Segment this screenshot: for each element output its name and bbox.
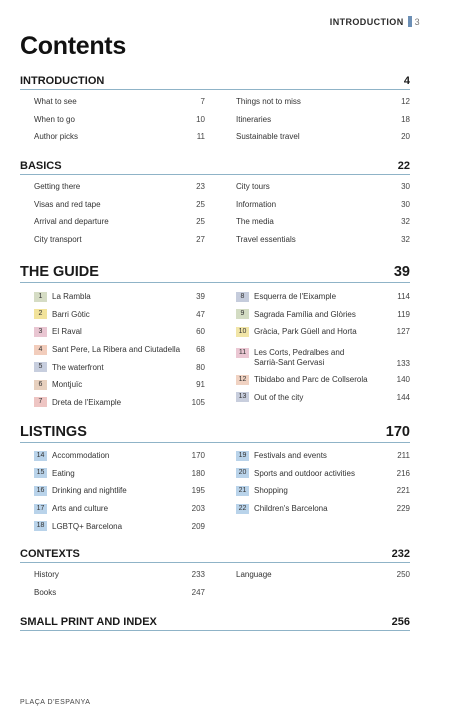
toc-entry[interactable]: [236, 371, 410, 389]
section-header[interactable]: [20, 157, 410, 175]
toc-entry-label: Language: [236, 570, 272, 580]
toc-entry-page: 216: [396, 468, 410, 478]
toc-entry-page: 203: [191, 504, 205, 514]
toc-entry[interactable]: [20, 288, 205, 306]
toc-entry-title: [236, 348, 344, 368]
toc-entry[interactable]: [20, 213, 205, 231]
toc-entry[interactable]: [236, 306, 410, 324]
toc-entry[interactable]: [20, 358, 205, 376]
toc-entry-label: Children's Barcelona: [254, 504, 328, 514]
toc-entry[interactable]: [236, 231, 410, 249]
chapter-number-badge: 14: [34, 451, 47, 461]
toc-entry[interactable]: [20, 447, 205, 465]
chapter-number-badge: 18: [34, 521, 47, 531]
toc-entry-title: [236, 132, 300, 141]
toc-entry-page: 80: [196, 362, 205, 372]
toc-entry-title: [236, 309, 356, 319]
section-title: INTRODUCTION: [20, 75, 105, 87]
toc-entry-label: Out of the city: [254, 392, 304, 402]
page-title: Contents: [20, 32, 126, 60]
section-page: 170: [385, 424, 410, 440]
toc-entry-page: 91: [196, 380, 205, 390]
chapter-number-badge: 19: [236, 451, 249, 461]
toc-entry-title: [34, 217, 109, 226]
section-page: 39: [393, 264, 410, 280]
toc-entry[interactable]: [20, 231, 205, 249]
toc-entry-title: [34, 504, 108, 514]
toc-entry[interactable]: [20, 306, 205, 324]
toc-entry-title: [34, 292, 91, 302]
toc-entry-page: 11: [196, 132, 205, 142]
toc-entry-label: The media: [236, 217, 274, 227]
toc-entry-title: [34, 115, 75, 124]
toc-entry-page: 20: [401, 132, 410, 142]
toc-entry-page: 180: [191, 468, 205, 478]
toc-entry-label: Eating: [52, 468, 75, 478]
toc-entry-title: [236, 327, 357, 337]
toc-entry-title: [34, 486, 127, 496]
toc-entry-title: [236, 504, 328, 514]
section-page: 232: [391, 548, 410, 560]
chapter-number-badge: 20: [236, 468, 249, 478]
chapter-number-badge: 4: [34, 345, 47, 355]
chapter-number-badge: 5: [34, 362, 47, 372]
toc-entry-label: When to go: [34, 114, 75, 124]
toc-entry-label: Festivals and events: [254, 451, 327, 461]
toc-entry-label: Esquerra de l'Eixample: [254, 292, 337, 302]
toc-entry-title: [236, 217, 274, 226]
toc-entry-label: Itineraries: [236, 114, 272, 124]
section-header[interactable]: [20, 72, 410, 90]
toc-entry[interactable]: [20, 500, 205, 518]
toc-entry-page: 127: [396, 327, 410, 337]
toc-entry-page: 10: [196, 114, 205, 124]
section-header[interactable]: [20, 261, 410, 283]
toc-entry-title: [236, 97, 301, 106]
toc-entry-label: Sant Pere, La Ribera and Ciutadella: [52, 345, 181, 355]
toc-entry-title: [34, 97, 77, 106]
toc-entry-page: 114: [397, 292, 410, 302]
toc-entry-title: [34, 235, 82, 244]
toc-entry-label: Drinking and nightlife: [52, 486, 127, 496]
toc-entry-title: [236, 451, 327, 461]
toc-entry-title: [34, 397, 121, 407]
toc-entry-page: 68: [196, 345, 205, 355]
toc-entry[interactable]: [236, 128, 410, 146]
toc-entry-page: 30: [401, 182, 410, 192]
section-title: CONTEXTS: [20, 548, 80, 560]
toc-entry-page: 133: [396, 358, 410, 368]
toc-entry-label: Information: [236, 199, 277, 209]
toc-entry-page: 47: [196, 309, 205, 319]
toc-entry[interactable]: [20, 376, 205, 394]
toc-entry-title: [34, 521, 122, 531]
running-head-page: 3: [414, 16, 420, 27]
toc-entry-label: El Raval: [52, 327, 82, 337]
toc-entry-label: LGBTQ+ Barcelona: [52, 521, 123, 531]
toc-entry[interactable]: [20, 584, 205, 602]
toc-entry-title: [34, 345, 180, 355]
toc-entry-title: [34, 380, 82, 390]
toc-entry[interactable]: [20, 178, 205, 196]
toc-entry-title: [34, 309, 90, 319]
chapter-number-badge: 12: [236, 375, 249, 385]
toc-entry[interactable]: [236, 111, 410, 129]
toc-entry-page: 32: [401, 217, 410, 227]
toc-entry[interactable]: [20, 93, 205, 111]
section-basics: [20, 157, 410, 248]
chapter-number-badge: 7: [34, 397, 47, 407]
toc-entry-page: 209: [191, 521, 205, 531]
toc-entry-title: [236, 182, 270, 191]
toc-entry[interactable]: [236, 93, 410, 111]
toc-entry[interactable]: [236, 566, 410, 584]
photo-caption: PLAÇA D'ESPANYA: [20, 699, 91, 706]
toc-entry-page: 23: [196, 182, 205, 192]
toc-entry-title: [236, 570, 272, 579]
section-title: BASICS: [20, 160, 62, 172]
toc-entry-page: 211: [397, 451, 410, 461]
toc-entry-label: Arts and culture: [52, 504, 109, 514]
chapter-number-badge: 22: [236, 504, 249, 514]
toc-entry[interactable]: [236, 388, 410, 406]
chapter-number-badge: 3: [34, 327, 47, 337]
toc-entry-page: 27: [196, 235, 205, 245]
section-page: 22: [397, 160, 410, 172]
toc-entry-label: Author picks: [34, 132, 79, 142]
toc-entry-title: [34, 327, 82, 337]
toc-entry-label: Barri Gòtic: [52, 309, 90, 319]
toc-entry[interactable]: [236, 500, 410, 518]
section-header[interactable]: [20, 545, 410, 563]
toc-entry-page: 18: [401, 114, 410, 124]
toc-entry-label: What to see: [34, 97, 77, 107]
toc-entry[interactable]: [20, 465, 205, 483]
toc-entry-label: Visas and red tape: [34, 199, 101, 209]
toc-entry-label: Sustainable travel: [236, 132, 300, 142]
chapter-number-badge: 16: [34, 486, 47, 496]
toc-entry-page: 32: [401, 235, 410, 245]
toc-entry-page: 140: [396, 375, 410, 385]
section-header[interactable]: [20, 613, 410, 631]
running-head: [330, 16, 420, 27]
toc-entry-label: Getting there: [34, 182, 81, 192]
toc-entry-title: [34, 468, 75, 478]
chapter-number-badge: 8: [236, 292, 249, 302]
chapter-number-badge: 6: [34, 380, 47, 390]
section-title: THE GUIDE: [20, 264, 99, 280]
section-small-print: [20, 613, 410, 631]
toc-entry[interactable]: [20, 111, 205, 129]
toc-entry-label: Accommodation: [52, 451, 110, 461]
toc-entry-label-line: Sarrià-Sant Gervasi: [254, 357, 325, 367]
section-listings: [20, 421, 410, 535]
toc-entry-page: 30: [401, 199, 410, 209]
toc-entry-title: [236, 468, 355, 478]
toc-entry-label: Travel essentials: [236, 235, 296, 245]
toc-entry[interactable]: [236, 482, 410, 500]
toc-entry-label: Things not to miss: [236, 97, 301, 107]
toc-entry-label: Montjuïc: [52, 380, 83, 390]
toc-entry-title: [236, 235, 296, 244]
toc-entry[interactable]: [236, 196, 410, 214]
chapter-number-badge: 11: [236, 348, 249, 358]
toc-entry-title: [236, 486, 288, 496]
toc-entry-page: 247: [191, 587, 205, 597]
toc-entry-page: 250: [396, 570, 410, 580]
toc-entry-title: [236, 200, 276, 209]
toc-entry-label: Sagrada Família and Glòries: [254, 309, 356, 319]
toc-entry-page: 105: [191, 397, 205, 407]
toc-entry-title: [236, 392, 303, 402]
toc-entry[interactable]: [236, 341, 410, 371]
running-head-label: INTRODUCTION: [329, 16, 404, 27]
section-contexts: [20, 545, 410, 601]
toc-entry-title: [34, 362, 104, 372]
chapter-number-badge: 1: [34, 292, 47, 302]
section-page: 4: [403, 75, 410, 87]
running-head-marker: [408, 16, 412, 27]
toc-entry-label: Tibidabo and Parc de Collserola: [254, 375, 368, 385]
toc-entry-page: 7: [200, 97, 205, 107]
toc-entry-page: 170: [191, 451, 205, 461]
chapter-number-badge: 9: [236, 309, 249, 319]
section-the-guide: [20, 261, 410, 411]
toc-entry[interactable]: [236, 323, 410, 341]
toc-entry[interactable]: [20, 128, 205, 146]
toc-entry-label: Gràcia, Park Güell and Horta: [254, 327, 357, 337]
toc-entry[interactable]: [236, 213, 410, 231]
section-introduction: [20, 72, 410, 146]
toc-entry-page: 119: [397, 309, 410, 319]
toc-entry-label: Arrival and departure: [34, 217, 109, 227]
toc-entry-title: [34, 451, 109, 461]
toc-entry-label-line: Les Corts, Pedralbes and: [254, 347, 345, 357]
toc-entry[interactable]: [20, 517, 205, 535]
toc-entry[interactable]: [20, 323, 205, 341]
toc-entry[interactable]: [20, 341, 205, 359]
toc-entry-label: [254, 348, 344, 368]
toc-entry[interactable]: [20, 566, 205, 584]
section-page: 256: [391, 616, 410, 628]
toc-entry-page: 195: [191, 486, 205, 496]
toc-entry[interactable]: [20, 196, 205, 214]
toc-entry-title: [34, 588, 56, 597]
chapter-number-badge: 15: [34, 468, 47, 478]
toc-entry-title: [236, 115, 271, 124]
toc-entry-label: La Rambla: [52, 292, 91, 302]
toc-entry-page: 144: [396, 392, 410, 402]
toc-entry-title: [236, 292, 336, 302]
toc-entry[interactable]: [236, 178, 410, 196]
toc-entry-title: [34, 132, 78, 141]
toc-entry-label: Sports and outdoor activities: [254, 468, 355, 478]
toc-entry-title: [34, 200, 101, 209]
section-header[interactable]: [20, 421, 410, 443]
toc-entry[interactable]: [236, 447, 410, 465]
toc-entry-title: [34, 182, 80, 191]
toc-entry-label: The waterfront: [52, 362, 104, 372]
chapter-number-badge: 2: [34, 309, 47, 319]
chapter-number-badge: 10: [236, 327, 249, 337]
chapter-number-badge: 13: [236, 392, 249, 402]
toc-entry-label: History: [34, 570, 59, 580]
chapter-number-badge: 21: [236, 486, 249, 496]
toc-entry-page: 60: [196, 327, 205, 337]
toc-entry-label: City transport: [34, 235, 82, 245]
toc-entry[interactable]: [20, 482, 205, 500]
toc-entry[interactable]: [236, 288, 410, 306]
toc-entry[interactable]: [20, 394, 205, 412]
toc-entry-page: 233: [191, 570, 205, 580]
toc-entry-page: 221: [396, 486, 410, 496]
toc-entry-page: 25: [196, 217, 205, 227]
toc-entry-title: [236, 375, 368, 385]
toc-entry-label: City tours: [236, 182, 270, 192]
chapter-number-badge: 17: [34, 504, 47, 514]
section-title: SMALL PRINT AND INDEX: [20, 616, 157, 628]
toc-entry-label: Dreta de l'Eixample: [52, 397, 122, 407]
toc-entry-page: 229: [396, 504, 410, 514]
toc-entry-page: 25: [196, 199, 205, 209]
toc-entry-label: Books: [34, 587, 57, 597]
toc-entry-label: Shopping: [254, 486, 288, 496]
section-title: LISTINGS: [20, 424, 87, 440]
toc-entry-page: 39: [196, 292, 205, 302]
toc-entry-page: 12: [401, 97, 410, 107]
toc-entry-title: [34, 570, 59, 579]
toc-entry[interactable]: [236, 465, 410, 483]
